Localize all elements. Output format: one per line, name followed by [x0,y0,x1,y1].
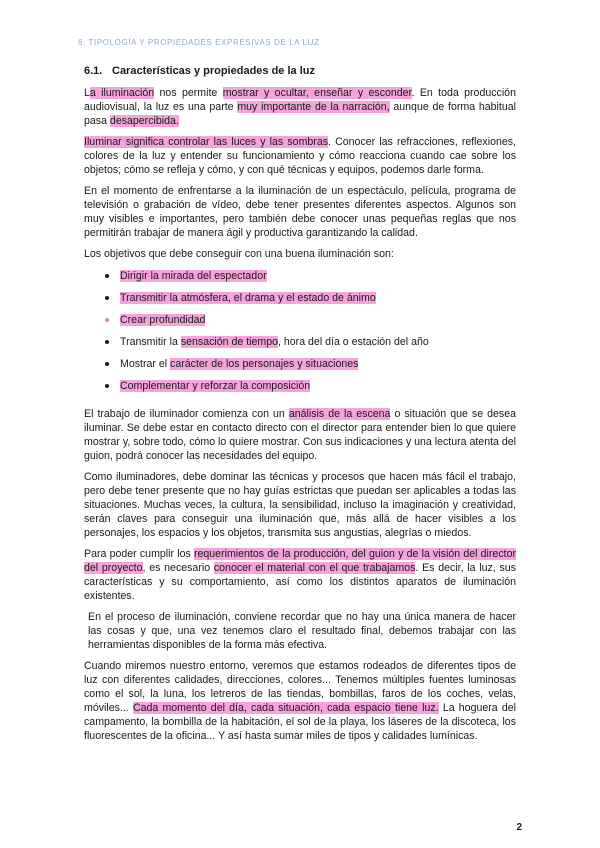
paragraph-6: Como iluminadores, debe dominar las técnicas y procesos que hacen más fácil el trabajo, pero debe tener presente que no hay guías estrictas que puedan ser aplicables a todas las situaciones. Muchas veces, la cultura, la sensibilidad, incluso la imaginación y creatividad, serán claves para conseguir una iluminación que, más allá de hacer visibles a los personajes, los espacios y los objetos, transmita sus angustias, alegrías o miedos. [84,471,516,539]
running-header: 6. TIPOLOGÍA Y PROPIEDADES EXPRESIVAS DE LA LUZ [78,38,320,47]
highlight: análisis de la escena [288,408,391,420]
highlight: Complementar y reforzar la composición [120,380,311,392]
highlight: muy importante de la narración, [237,101,390,113]
list-item [84,291,516,313]
list-item: Transmitir la sensación de tiempo, hora del día o estación del año [84,335,516,357]
list-item: Mostrar el carácter de los personajes y situaciones [84,357,516,379]
paragraph-3: En el momento de enfrentarse a la iluminación de un espectáculo, película, programa de televisión o grabación de vídeo, debe tener presentes diferentes aspectos. Algunos son muy visibles e importantes, pero también debe conocer unas pequeñas reglas que nos permitirán trabajar de manera ágil y productiva garantizando la calidad. [84,185,516,239]
paragraph-1: La iluminación nos permite mostrar y ocultar, enseñar y esconder. En toda producción audiovisual, la luz es una parte muy importante de la narración, aunque de forma habitual pasa desapercibida. [84,87,516,127]
list-item [84,379,516,401]
highlight: Iluminar significa controlar las luces y las sombras [84,136,329,148]
paragraph-4: Los objetivos que debe conseguir con una buena iluminación son: [84,248,394,260]
highlight: Crear profundidad [120,314,206,326]
list-item [84,313,516,335]
section-heading [84,64,516,78]
paragraph-5: El trabajo de iluminador comienza con un análisis de la escena o situación que se desea iluminar. Se debe estar en contacto directo con el director para entender bien lo que quiere mostrar y, sobre todo, cómo lo quiere mostrar. Con sus indicaciones y una lectura atenta del guion, podrá conocer las necesidades del equipo. [84,408,517,462]
highlight: sensación de tiempo [180,336,278,348]
paragraph-8: En el proceso de iluminación, conviene recordar que no hay una única manera de hacer las cosas y que, una vez tenemos claro el resultado final, debemos trabajar con las herramientas disponibles de la forma más efectiva. [88,611,516,651]
highlight: Transmitir la atmósfera, el drama y el estado de ánimo [120,292,376,304]
highlight: desapercibida. [109,115,179,127]
list-item [84,269,516,291]
highlight: a iluminación [89,87,155,99]
section-title: Características y propiedades de la luz [112,65,315,77]
paragraph-7: Para poder cumplir los requerimientos de la producción, del guion y de la visión del director del proyecto, es necesario conocer el material con el que trabajamos. Es decir, la luz, sus características y su comportamiento, así como los distintos aparatos de iluminación existentes. [84,548,516,602]
highlight: Cada momento del día, cada situación, cada espacio tiene luz. [132,702,439,714]
highlight: carácter de los personajes y situaciones [170,358,359,370]
document-body [84,64,516,750]
objectives-list [84,269,516,401]
highlight: conocer el material con el que trabajamos [213,562,416,574]
paragraph-9: Cuando miremos nuestro entorno, veremos que estamos rodeados de diferentes tipos de luz con diferentes calidades, direcciones, colores... Tenemos múltiples fuentes luminosas como el sol, la luna, los letreros de las tiendas, bombillas, faros de los coches, velas, móviles... Cada momento del día, cada situación, cada espacio tiene luz. La hoguera del campamento, la bombilla de la habitación, el sol de la playa, los láseres de la discoteca, los fluorescentes de la oficina... Y así hasta sumar miles de tipos y calidades lumínicas. [84,660,516,742]
highlight: requerimientos de la producción, del guion y de la visión del director del proyecto [84,548,516,574]
page-number: 2 [516,822,522,833]
highlight: Dirigir la mirada del espectador [120,270,267,282]
highlight: mostrar y ocultar, enseñar y esconder [222,87,412,99]
section-number: 6.1. [84,65,103,77]
paragraph-2: Iluminar significa controlar las luces y las sombras. Conocer las refracciones, reflexiones, colores de la luz y entender su funcionamiento y cómo reacciona cuando cae sobre los objetos; cómo se refleja y cómo, y con qué técnicas y equipos, podemos darle forma. [84,136,516,176]
